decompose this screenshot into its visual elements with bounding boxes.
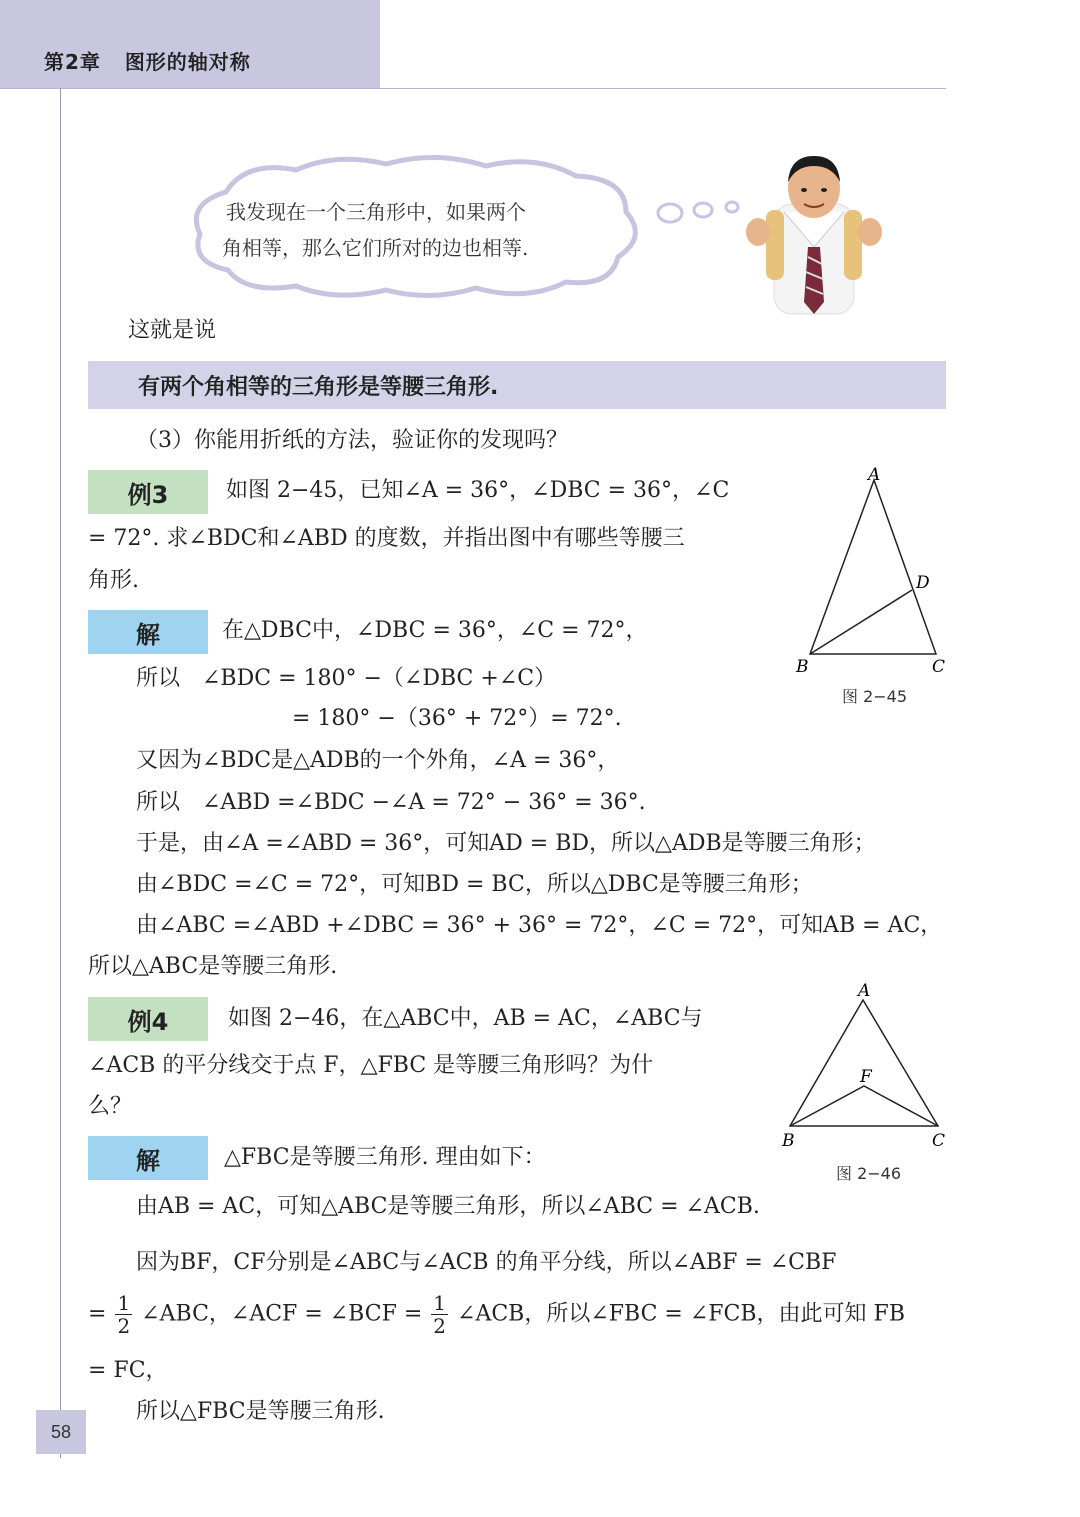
example-3-line-2: = 72°. 求∠BDC和∠ABD 的度数，并指出图中有哪些等腰三 <box>88 526 685 551</box>
solution-3-line-3: = 180° −（36° + 72°）= 72°. <box>292 706 622 731</box>
chapter-title: 图形的轴对称 <box>124 50 251 74</box>
bisectors-bf-cf <box>790 1086 938 1126</box>
header-divider <box>0 88 946 89</box>
example-3-line-3: 角形. <box>88 568 139 593</box>
solution-4-line-6: 所以△FBC是等腰三角形. <box>136 1399 385 1424</box>
page-number: 58 <box>36 1410 86 1454</box>
angle-acb-text: ∠ACB，所以∠FBC = ∠FCB，由此可知 FB <box>457 1301 905 1327</box>
student-illustration <box>744 152 884 322</box>
solution-4-line-2: 由AB = AC，可知△ABC是等腰三角形，所以∠ABC = ∠ACB. <box>136 1194 760 1219</box>
solution-3-line-4: 又因为∠BDC是△ADB的一个外角，∠A = 36°， <box>136 748 620 773</box>
label-a-2: A <box>858 981 871 1001</box>
solution-4-line-4 <box>88 1292 905 1337</box>
chapter-header <box>44 46 251 75</box>
figure-2-45-caption: 图 2−45 <box>842 687 908 706</box>
solution-3-line-8: 由∠ABC =∠ABD +∠DBC = 36° + 36° = 72°，∠C = 72°，可知AB = AC， <box>136 913 943 938</box>
label-c-2: C <box>932 1131 946 1151</box>
solution-3-line-7: 由∠BDC =∠C = 72°，可知BD = BC，所以△DBC是等腰三角形； <box>136 872 813 897</box>
theorem-statement: 有两个角相等的三角形是等腰三角形. <box>138 375 499 400</box>
label-d: D <box>916 573 930 593</box>
thought-line-1: 我发现在一个三角形中，如果两个 <box>226 200 526 224</box>
angle-abc-text: ∠ABC，∠ACF = ∠BCF = <box>141 1301 423 1327</box>
chapter-number: 第2章 <box>44 50 101 74</box>
example-4-line-2: ∠ACB 的平分线交于点 F，△FBC 是等腰三角形吗？为什 <box>88 1053 654 1078</box>
solution-3-line-9: 所以△ABC是等腰三角形. <box>88 954 338 979</box>
solution-4-tag: 解 <box>88 1136 208 1180</box>
label-b-2: B <box>782 1131 795 1151</box>
triangle-abc-2 <box>790 1000 938 1126</box>
label-b: B <box>796 657 809 677</box>
solution-3-tag: 解 <box>88 610 208 654</box>
fraction-half-1: $\frac{1}{2}$ <box>117 1291 131 1338</box>
solution-3-line-5: 所以 ∠ABD =∠BDC −∠A = 72° − 36° = 36°. <box>136 790 646 815</box>
intro-text: 这就是说 <box>128 318 217 343</box>
solution-4-line-5: = FC， <box>88 1358 168 1383</box>
example-4-line-3: 么？ <box>88 1094 133 1119</box>
triangle-abc <box>810 480 936 654</box>
figure-2-45 <box>790 462 950 680</box>
question-3: （3）你能用折纸的方法，验证你的发现吗？ <box>136 428 568 453</box>
label-f: F <box>860 1067 872 1087</box>
thought-line-2: 角相等，那么它们所对的边也相等. <box>222 236 529 260</box>
equals-sign: = <box>88 1301 107 1327</box>
solution-3-line-1: 在△DBC中，∠DBC = 36°，∠C = 72°， <box>222 618 648 643</box>
solution-4-line-1: △FBC是等腰三角形. 理由如下： <box>224 1145 546 1170</box>
example-3-tag: 例3 <box>88 470 208 514</box>
solution-4-line-3: 因为BF，CF分别是∠ABC与∠ACB 的角平分线，所以∠ABF = ∠CBF <box>136 1250 837 1275</box>
example-3-line-1: 如图 2−45，已知∠A = 36°，∠DBC = 36°，∠C <box>226 478 730 503</box>
fraction-half-2: $\frac{1}{2}$ <box>433 1291 447 1338</box>
solution-3-line-2: 所以 ∠BDC = 180° −（∠DBC +∠C） <box>136 666 557 691</box>
figure-2-46-caption: 图 2−46 <box>836 1164 902 1183</box>
example-4-tag: 例4 <box>88 997 208 1041</box>
solution-3-line-6: 于是，由∠A =∠ABD = 36°，可知AD = BD，所以△ADB是等腰三角形； <box>136 831 876 856</box>
segment-bd <box>810 590 912 654</box>
thought-bubbles <box>654 196 744 226</box>
label-c: C <box>932 657 946 677</box>
label-a: A <box>868 465 881 485</box>
figure-2-46 <box>776 978 950 1154</box>
left-margin-rule <box>60 88 61 1458</box>
example-4-line-1: 如图 2−46，在△ABC中，AB = AC，∠ABC与 <box>228 1006 703 1031</box>
